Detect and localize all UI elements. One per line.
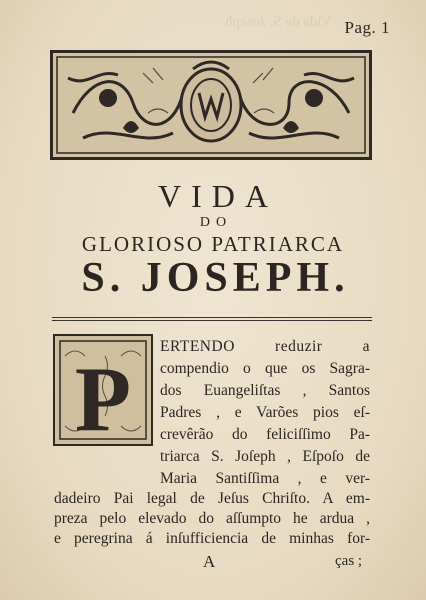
- initial-letter-p-ornament: [55, 336, 151, 444]
- title-divider-rule: [52, 317, 372, 321]
- title-line-do: DO: [199, 215, 233, 230]
- body-line-7: Maria Santiſſima , e ver-: [160, 470, 370, 487]
- body-line-5: crevêrão do feliciſſimo Pa-: [160, 426, 370, 443]
- initial-letter: P: [74, 348, 132, 444]
- bleed-through-text: Vida de S. Joseph: [225, 14, 332, 30]
- title-line-vida: VIDA: [158, 178, 278, 214]
- body-line-4: Padres , e Varões pios eſ-: [160, 404, 370, 421]
- headpiece-ornament: [50, 50, 372, 160]
- body-line-10: e peregrina á inſufficiencia de minhas for-: [54, 530, 370, 547]
- decorated-initial-p: [53, 334, 153, 446]
- body-line-1: ERTENDO reduzir a: [160, 338, 370, 355]
- body-line-3: dos Euangeliſtas , Santos: [160, 382, 370, 399]
- body-line-8: dadeiro Pai legal de Jeſus Chriſto. A em-: [54, 490, 370, 507]
- body-line-6: triarca S. Joſeph , Eſpoſo de: [160, 448, 370, 465]
- title-line-glorioso-patriarca: GLORIOSO PATRIARCA: [81, 232, 345, 256]
- title-line-s-joseph: S. JOSEPH.: [81, 255, 350, 301]
- signature-mark: A: [203, 552, 218, 571]
- catchword: ças ;: [335, 553, 363, 569]
- page-number: Pag. 1: [344, 18, 390, 37]
- body-line-9: preza pelo elevado do aſſumpto he ardua ,: [54, 510, 370, 527]
- woodcut-headpiece-ornament: [53, 53, 369, 157]
- body-line-2: compendio o que os Sagra-: [160, 360, 370, 377]
